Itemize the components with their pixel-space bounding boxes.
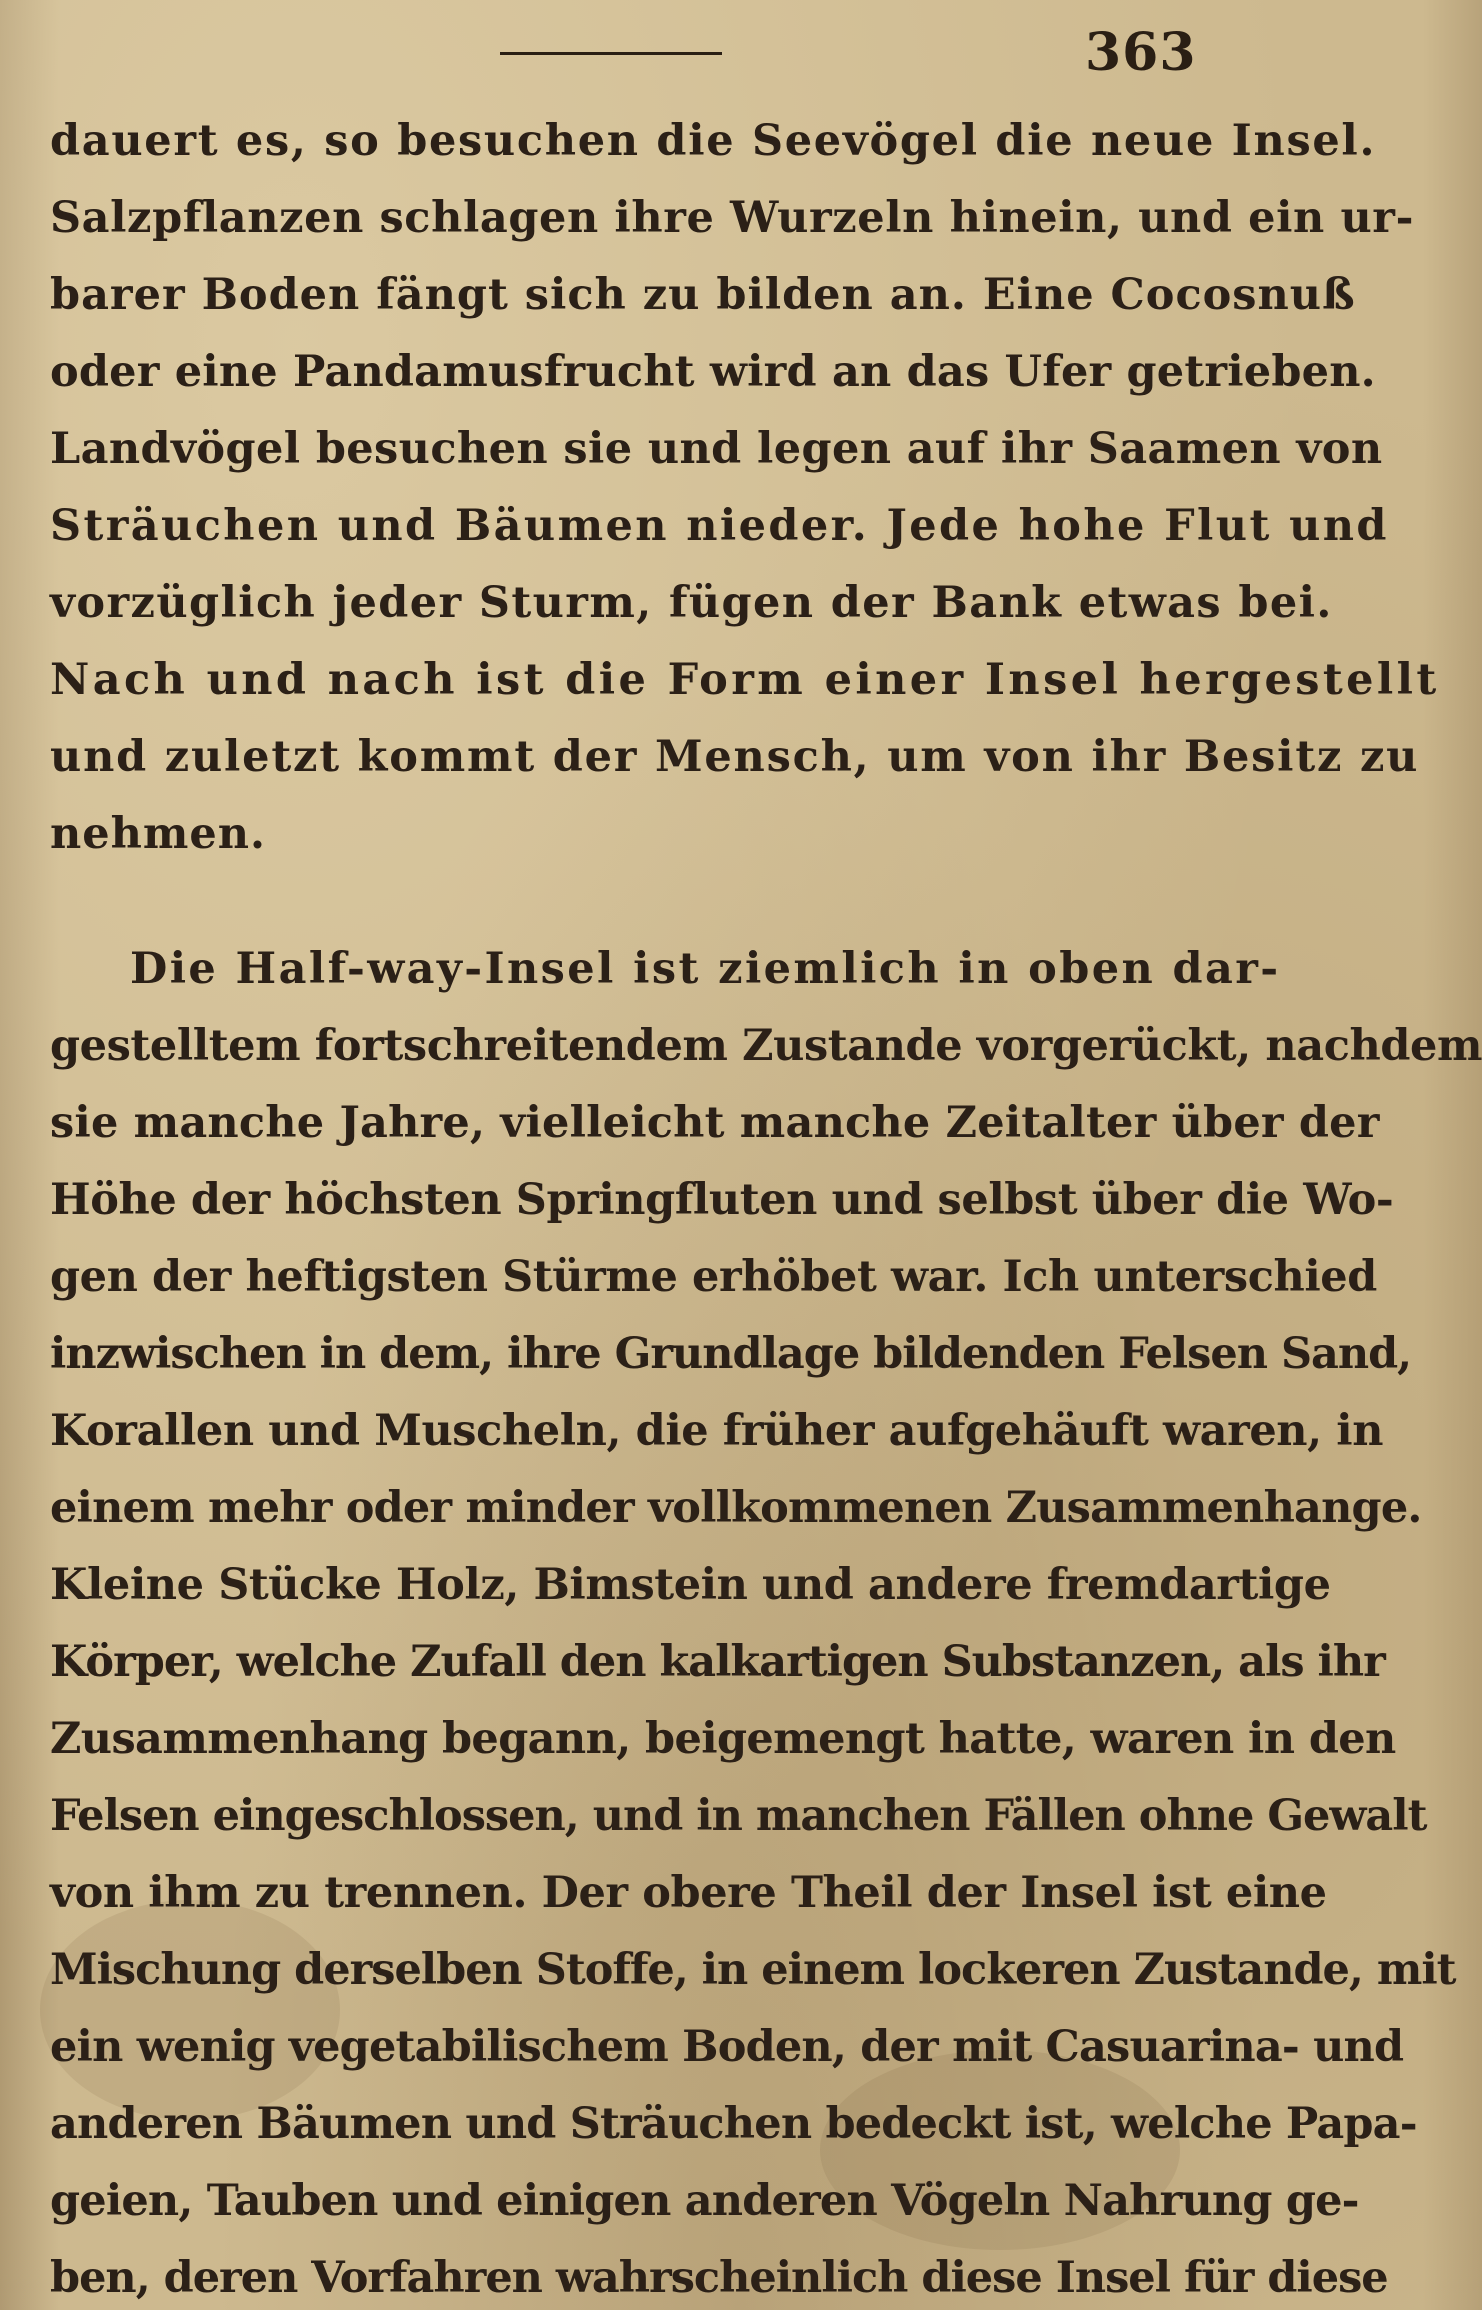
text-line: ben, deren Vorfahren wahrscheinlich diese Insel für diese (50, 2253, 1388, 2303)
text-line: und zuletzt kommt der Mensch, um von ihr Besitz zu (50, 732, 1420, 782)
text-line: Mischung derselben Stoffe, in einem lockeren Zustande, mit (50, 1945, 1456, 1995)
text-line: ein wenig vegetabilischem Boden, der mit Casuarina- und (50, 2022, 1404, 2072)
text-line: barer Boden fängt sich zu bilden an. Eine Cocosnuß (50, 270, 1356, 320)
text-line: Korallen und Muscheln, die früher aufgehäuft waren, in (50, 1406, 1384, 1456)
text-line: Kleine Stücke Holz, Bimstein und andere fremdartige (50, 1560, 1331, 1610)
text-line: nehmen. (50, 809, 266, 859)
text-line: Körper, welche Zufall den kalkartigen Substanzen, als ihr (50, 1637, 1385, 1687)
text-line: einem mehr oder minder vollkommenen Zusammenhange. (50, 1483, 1422, 1533)
text-line: von ihm zu trennen. Der obere Theil der Insel ist eine (50, 1868, 1327, 1918)
text-line: Höhe der höchsten Springfluten und selbst über die Wo- (50, 1175, 1394, 1225)
text-line: gestelltem fortschreitendem Zustande vorgerückt, nachdem (50, 1021, 1482, 1071)
text-line: gen der heftigsten Stürme erhöbet war. Ich unterschied (50, 1252, 1377, 1302)
text-line: Sträuchen und Bäumen nieder. Jede hohe Flut und (50, 501, 1389, 551)
page-number: 363 (1085, 22, 1197, 83)
text-line: Felsen eingeschlossen, und in manchen Fällen ohne Gewalt (50, 1791, 1427, 1841)
text-line: Salzpflanzen schlagen ihre Wurzeln hinein, und ein ur- (50, 193, 1415, 243)
text-line: Die Half-way-Insel ist ziemlich in oben dar- (130, 944, 1281, 994)
text-line: Nach und nach ist die Form einer Insel hergestellt (50, 655, 1440, 705)
text-line: dauert es, so besuchen die Seevögel die neue Insel. (50, 116, 1377, 166)
text-line: inzwischen in dem, ihre Grundlage bildenden Felsen Sand, (50, 1329, 1412, 1379)
text-line: geien, Tauben und einigen anderen Vögeln Nahrung ge- (50, 2176, 1359, 2226)
text-line: Zusammenhang begann, beigemengt hatte, waren in den (50, 1714, 1396, 1764)
text-line: oder eine Pandamusfrucht wird an das Ufer getrieben. (50, 347, 1376, 397)
text-line: Landvögel besuchen sie und legen auf ihr Saamen von (50, 424, 1383, 474)
text-line: vorzüglich jeder Sturm, fügen der Bank etwas bei. (50, 578, 1333, 628)
header-rule (500, 52, 722, 55)
paper-stain (40, 1900, 340, 2120)
text-line: anderen Bäumen und Sträuchen bedeckt ist, welche Papa- (50, 2099, 1417, 2149)
text-line: sie manche Jahre, vielleicht manche Zeitalter über der (50, 1098, 1380, 1148)
